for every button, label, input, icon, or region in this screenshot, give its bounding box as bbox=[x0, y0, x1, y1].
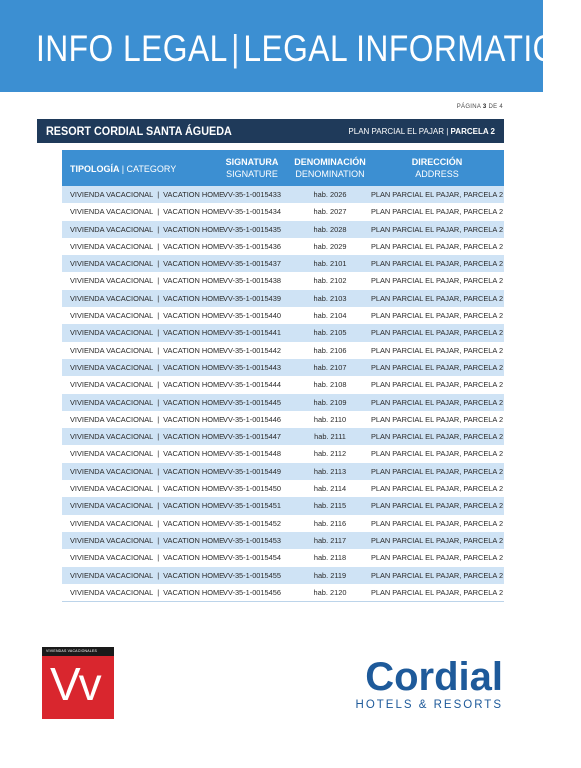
cell-address: PLAN PARCIAL EL PAJAR, PARCELA 2 bbox=[370, 207, 504, 217]
cell-denomination: hab. 2026 bbox=[313, 190, 347, 199]
cell-category-es: VIVIENDA VACACIONAL bbox=[70, 535, 154, 545]
cell-category-en: VACATION HOME bbox=[163, 484, 225, 494]
vv-logo-strip-text: VIVIENDAS VACACIONALES bbox=[46, 649, 98, 653]
cell-category-en: VACATION HOME bbox=[163, 466, 225, 476]
table-row bbox=[62, 203, 504, 220]
cell-category-en: VACATION HOME bbox=[163, 207, 225, 217]
table-row bbox=[62, 272, 504, 289]
cell-category bbox=[70, 484, 224, 493]
cell-category-sep: | bbox=[157, 362, 160, 372]
cell-category bbox=[70, 432, 224, 441]
cell-denomination: hab. 2105 bbox=[313, 328, 347, 338]
cell-category-sep: | bbox=[157, 518, 160, 528]
cell-denomination: hab. 2027 bbox=[313, 207, 347, 217]
cell-denomination: hab. 2113 bbox=[313, 466, 347, 476]
vv-logo bbox=[42, 647, 114, 719]
cell-denomination: hab. 2107 bbox=[313, 362, 347, 372]
cell-denomination: hab. 2114 bbox=[313, 484, 347, 494]
header-signature-es: SIGNATURA bbox=[225, 157, 279, 167]
cell-category bbox=[70, 449, 224, 458]
cell-category-es: VIVIENDA VACACIONAL bbox=[70, 259, 154, 269]
cell-signature: VV-35-1-0015455 bbox=[223, 570, 281, 580]
cell-category-es: VIVIENDA VACACIONAL bbox=[70, 518, 154, 528]
cell-category-en: VACATION HOME bbox=[163, 328, 225, 338]
cell-signature: VV-35-1-0015443 bbox=[223, 362, 281, 372]
cell-signature: VV-35-1-0015445 bbox=[223, 397, 281, 407]
cell-signature: VV-35-1-0015434 bbox=[223, 207, 281, 217]
cell-address: PLAN PARCIAL EL PAJAR, PARCELA 2 bbox=[370, 484, 504, 494]
cell-address: PLAN PARCIAL EL PAJAR, PARCELA 2 bbox=[370, 432, 504, 442]
cell-denomination: hab. 2106 bbox=[313, 345, 347, 355]
cell-signature: VV-35-1-0015447 bbox=[223, 432, 281, 442]
title-separator: | bbox=[231, 28, 240, 69]
cell-category-es: VIVIENDA VACACIONAL bbox=[70, 570, 154, 580]
cell-address: PLAN PARCIAL EL PAJAR, PARCELA 2 bbox=[370, 311, 504, 321]
cell-category bbox=[70, 380, 224, 389]
cell-denomination: hab. 2028 bbox=[313, 224, 347, 234]
table-row bbox=[62, 463, 504, 480]
cell-address: PLAN PARCIAL EL PAJAR, PARCELA 2 bbox=[370, 362, 504, 372]
table-row bbox=[62, 394, 504, 411]
cell-signature: VV-35-1-0015435 bbox=[223, 224, 281, 234]
cell-category-en: VACATION HOME bbox=[163, 380, 225, 390]
cell-category-en: VACATION HOME bbox=[163, 259, 225, 269]
cell-category-en: VACATION HOME bbox=[163, 190, 225, 199]
cell-category-es: VIVIENDA VACACIONAL bbox=[70, 345, 154, 355]
cell-denomination: hab. 2116 bbox=[313, 518, 347, 528]
vv-logo-strip bbox=[42, 647, 114, 656]
cell-category-es: VIVIENDA VACACIONAL bbox=[70, 484, 154, 494]
cell-address: PLAN PARCIAL EL PAJAR, PARCELA 2 bbox=[370, 535, 504, 545]
cell-category-sep: | bbox=[157, 276, 160, 286]
cell-category-en: VACATION HOME bbox=[163, 535, 225, 545]
cell-address: PLAN PARCIAL EL PAJAR, PARCELA 2 bbox=[370, 570, 504, 580]
cell-address: PLAN PARCIAL EL PAJAR, PARCELA 2 bbox=[370, 259, 504, 269]
cell-category bbox=[70, 294, 224, 303]
cell-signature: VV-35-1-0015453 bbox=[223, 535, 281, 545]
cell-category bbox=[70, 501, 224, 510]
cell-category bbox=[70, 328, 224, 337]
cell-category-sep: | bbox=[157, 553, 160, 563]
header-banner bbox=[0, 0, 581, 92]
cordial-logo-name: Cordial bbox=[365, 655, 503, 699]
cell-category bbox=[70, 536, 224, 545]
header-denomination bbox=[290, 156, 370, 180]
vv-logo-letters: Vv bbox=[50, 658, 100, 710]
header-address-en: ADDRESS bbox=[415, 169, 459, 179]
cell-category-sep: | bbox=[157, 380, 160, 390]
legal-table bbox=[62, 150, 504, 602]
cell-category-sep: | bbox=[157, 466, 160, 476]
cordial-logo-tagline: HOTELS & RESORTS bbox=[355, 699, 503, 711]
cell-category-es: VIVIENDA VACACIONAL bbox=[70, 293, 154, 303]
header-category-en: CATEGORY bbox=[126, 164, 177, 174]
cell-address: PLAN PARCIAL EL PAJAR, PARCELA 2 bbox=[370, 224, 504, 234]
cell-address: PLAN PARCIAL EL PAJAR, PARCELA 2 bbox=[370, 553, 504, 563]
cell-category-sep: | bbox=[157, 570, 160, 580]
cell-category bbox=[70, 415, 224, 424]
cordial-logo bbox=[356, 657, 503, 711]
header-denomination-es: DENOMINACIÓN bbox=[294, 157, 366, 167]
cell-category-es: VIVIENDA VACACIONAL bbox=[70, 362, 154, 372]
cell-category bbox=[70, 225, 224, 234]
cell-address: PLAN PARCIAL EL PAJAR, PARCELA 2 bbox=[370, 587, 504, 597]
cell-category-sep: | bbox=[157, 207, 160, 217]
cell-category-en: VACATION HOME bbox=[163, 501, 225, 511]
cell-signature: VV-35-1-0015446 bbox=[223, 414, 281, 424]
header-denomination-en: DENOMINATION bbox=[295, 169, 365, 179]
cell-category-es: VIVIENDA VACACIONAL bbox=[70, 224, 154, 234]
table-row bbox=[62, 532, 504, 549]
cell-category-en: VACATION HOME bbox=[163, 397, 225, 407]
cell-category-sep: | bbox=[157, 293, 160, 303]
cell-category-en: VACATION HOME bbox=[163, 570, 225, 580]
cell-category-sep: | bbox=[157, 224, 160, 234]
cell-category-es: VIVIENDA VACACIONAL bbox=[70, 241, 154, 251]
cell-category bbox=[70, 588, 224, 597]
cell-denomination: hab. 2101 bbox=[313, 259, 347, 269]
cell-signature: VV-35-1-0015441 bbox=[223, 328, 281, 338]
cell-category-es: VIVIENDA VACACIONAL bbox=[70, 466, 154, 476]
cell-category bbox=[70, 207, 224, 216]
table-row bbox=[62, 238, 504, 255]
cell-category-sep: | bbox=[157, 311, 160, 321]
page-label: PÁGINA bbox=[456, 104, 481, 110]
table-row bbox=[62, 342, 504, 359]
cell-signature: VV-35-1-0015444 bbox=[223, 380, 281, 390]
cell-denomination: hab. 2102 bbox=[313, 276, 347, 286]
cell-category-sep: | bbox=[157, 414, 160, 424]
cell-category-en: VACATION HOME bbox=[163, 241, 225, 251]
resort-bar bbox=[37, 119, 504, 143]
header-category-es: TIPOLOGÍA bbox=[70, 164, 120, 174]
table-row bbox=[62, 376, 504, 393]
resort-location bbox=[348, 127, 495, 136]
page-number bbox=[457, 104, 503, 110]
cell-denomination: hab. 2117 bbox=[313, 535, 347, 545]
table-row bbox=[62, 445, 504, 462]
table-row bbox=[62, 515, 504, 532]
cell-category-en: VACATION HOME bbox=[163, 449, 225, 459]
cell-category bbox=[70, 242, 224, 251]
cell-address: PLAN PARCIAL EL PAJAR, PARCELA 2 bbox=[370, 380, 504, 390]
cell-address: PLAN PARCIAL EL PAJAR, PARCELA 2 bbox=[370, 190, 504, 199]
table-row bbox=[62, 255, 504, 272]
table-row bbox=[62, 428, 504, 445]
header-signature-en: SIGNATURE bbox=[226, 169, 278, 179]
header-signature bbox=[214, 156, 290, 180]
table-row bbox=[62, 480, 504, 497]
cell-signature: VV-35-1-0015438 bbox=[223, 276, 281, 286]
cell-category-es: VIVIENDA VACACIONAL bbox=[70, 311, 154, 321]
cell-signature: VV-35-1-0015452 bbox=[223, 518, 281, 528]
cell-category-en: VACATION HOME bbox=[163, 553, 225, 563]
cell-category-es: VIVIENDA VACACIONAL bbox=[70, 432, 154, 442]
cell-denomination: hab. 2110 bbox=[313, 414, 347, 424]
cell-category-es: VIVIENDA VACACIONAL bbox=[70, 207, 154, 217]
cell-category-en: VACATION HOME bbox=[163, 293, 225, 303]
cell-signature: VV-35-1-0015433 bbox=[223, 190, 281, 199]
page-of: DE bbox=[488, 104, 498, 110]
cell-category-en: VACATION HOME bbox=[163, 432, 225, 442]
cell-category-sep: | bbox=[157, 190, 160, 199]
cell-address: PLAN PARCIAL EL PAJAR, PARCELA 2 bbox=[370, 449, 504, 459]
cell-signature: VV-35-1-0015454 bbox=[223, 553, 281, 563]
cell-address: PLAN PARCIAL EL PAJAR, PARCELA 2 bbox=[370, 241, 504, 251]
cell-address: PLAN PARCIAL EL PAJAR, PARCELA 2 bbox=[370, 466, 504, 476]
cell-signature: VV-35-1-0015437 bbox=[223, 259, 281, 269]
cell-address: PLAN PARCIAL EL PAJAR, PARCELA 2 bbox=[370, 328, 504, 338]
cell-category-es: VIVIENDA VACACIONAL bbox=[70, 380, 154, 390]
table-row bbox=[62, 307, 504, 324]
cell-address: PLAN PARCIAL EL PAJAR, PARCELA 2 bbox=[370, 293, 504, 303]
cell-category-es: VIVIENDA VACACIONAL bbox=[70, 587, 154, 597]
cell-category-sep: | bbox=[157, 432, 160, 442]
cell-signature: VV-35-1-0015450 bbox=[223, 484, 281, 494]
cell-denomination: hab. 2119 bbox=[313, 570, 347, 580]
cell-denomination: hab. 2115 bbox=[313, 501, 347, 511]
resort-parcel: PARCELA 2 bbox=[450, 127, 495, 136]
cell-category-sep: | bbox=[157, 345, 160, 355]
resort-separator: | bbox=[446, 127, 449, 136]
cell-denomination: hab. 2104 bbox=[313, 311, 347, 321]
cell-category-en: VACATION HOME bbox=[163, 276, 225, 286]
cell-category-en: VACATION HOME bbox=[163, 311, 225, 321]
cell-signature: VV-35-1-0015442 bbox=[223, 345, 281, 355]
cell-category bbox=[70, 553, 224, 562]
cell-category-es: VIVIENDA VACACIONAL bbox=[70, 449, 154, 459]
table-row bbox=[62, 411, 504, 428]
cell-category-sep: | bbox=[157, 241, 160, 251]
table-row bbox=[62, 186, 504, 203]
cell-category-sep: | bbox=[157, 484, 160, 494]
table-row bbox=[62, 324, 504, 341]
table-row bbox=[62, 221, 504, 238]
cell-denomination: hab. 2109 bbox=[313, 397, 347, 407]
resort-plan: PLAN PARCIAL EL PAJAR bbox=[348, 127, 444, 136]
cell-category-sep: | bbox=[157, 535, 160, 545]
cell-category-es: VIVIENDA VACACIONAL bbox=[70, 553, 154, 563]
cell-denomination: hab. 2108 bbox=[313, 380, 347, 390]
cell-denomination: hab. 2103 bbox=[313, 293, 347, 303]
cell-category bbox=[70, 259, 224, 268]
cell-category-es: VIVIENDA VACACIONAL bbox=[70, 397, 154, 407]
cell-category bbox=[70, 363, 224, 372]
cell-category bbox=[70, 519, 224, 528]
cell-category-sep: | bbox=[157, 259, 160, 269]
cell-category bbox=[70, 190, 224, 199]
table-header bbox=[62, 150, 504, 186]
cell-category-es: VIVIENDA VACACIONAL bbox=[70, 276, 154, 286]
cell-signature: VV-35-1-0015439 bbox=[223, 293, 281, 303]
cell-category-sep: | bbox=[157, 587, 160, 597]
page-title-en: LEGAL INFORMATION bbox=[243, 28, 581, 69]
cell-signature: VV-35-1-0015451 bbox=[223, 501, 281, 511]
cell-category bbox=[70, 571, 224, 580]
cell-category-es: VIVIENDA VACACIONAL bbox=[70, 414, 154, 424]
cell-signature: VV-35-1-0015436 bbox=[223, 241, 281, 251]
page-total: 4 bbox=[499, 104, 503, 110]
resort-name: RESORT CORDIAL SANTA ÁGUEDA bbox=[46, 124, 232, 138]
cell-category-sep: | bbox=[157, 328, 160, 338]
cell-category bbox=[70, 311, 224, 320]
header-address bbox=[370, 156, 504, 180]
cell-address: PLAN PARCIAL EL PAJAR, PARCELA 2 bbox=[370, 397, 504, 407]
cell-address: PLAN PARCIAL EL PAJAR, PARCELA 2 bbox=[370, 414, 504, 424]
cell-category-es: VIVIENDA VACACIONAL bbox=[70, 190, 154, 199]
header-address-es: DIRECCIÓN bbox=[411, 157, 463, 167]
cell-category-es: VIVIENDA VACACIONAL bbox=[70, 328, 154, 338]
cell-signature: VV-35-1-0015440 bbox=[223, 311, 281, 321]
cell-category-es: VIVIENDA VACACIONAL bbox=[70, 501, 154, 511]
cell-category bbox=[70, 276, 224, 285]
page-title bbox=[36, 30, 581, 67]
cell-address: PLAN PARCIAL EL PAJAR, PARCELA 2 bbox=[370, 345, 504, 355]
cell-denomination: hab. 2118 bbox=[313, 553, 347, 563]
cell-category-en: VACATION HOME bbox=[163, 224, 225, 234]
cell-category-sep: | bbox=[157, 501, 160, 511]
cell-category-en: VACATION HOME bbox=[163, 345, 225, 355]
cell-denomination: hab. 2112 bbox=[313, 449, 347, 459]
table-row bbox=[62, 567, 504, 584]
header-category bbox=[70, 163, 176, 175]
page-title-es: INFO LEGAL bbox=[36, 28, 228, 69]
cell-signature: VV-35-1-0015448 bbox=[223, 449, 281, 459]
cell-category-en: VACATION HOME bbox=[163, 414, 225, 424]
cell-category-sep: | bbox=[157, 449, 160, 459]
cell-denomination: hab. 2029 bbox=[313, 241, 347, 251]
cell-signature: VV-35-1-0015449 bbox=[223, 466, 281, 476]
cell-category bbox=[70, 467, 224, 476]
table-row bbox=[62, 549, 504, 566]
page-current: 3 bbox=[482, 104, 487, 110]
cell-address: PLAN PARCIAL EL PAJAR, PARCELA 2 bbox=[370, 501, 504, 511]
cell-category-en: VACATION HOME bbox=[163, 587, 225, 597]
cell-category-en: VACATION HOME bbox=[163, 362, 225, 372]
cell-signature: VV-35-1-0015456 bbox=[223, 587, 281, 597]
table-body bbox=[62, 186, 504, 602]
cell-category bbox=[70, 346, 224, 355]
cell-address: PLAN PARCIAL EL PAJAR, PARCELA 2 bbox=[370, 518, 504, 528]
cell-address: PLAN PARCIAL EL PAJAR, PARCELA 2 bbox=[370, 276, 504, 286]
cell-category bbox=[70, 398, 224, 407]
cell-denomination: hab. 2111 bbox=[314, 432, 346, 442]
table-row bbox=[62, 290, 504, 307]
cell-category-sep: | bbox=[157, 397, 160, 407]
table-row bbox=[62, 359, 504, 376]
table-row bbox=[62, 497, 504, 514]
cell-denomination: hab. 2120 bbox=[313, 587, 347, 597]
cell-category-en: VACATION HOME bbox=[163, 518, 225, 528]
header-category-sep: | bbox=[121, 164, 125, 174]
table-row bbox=[62, 584, 504, 602]
